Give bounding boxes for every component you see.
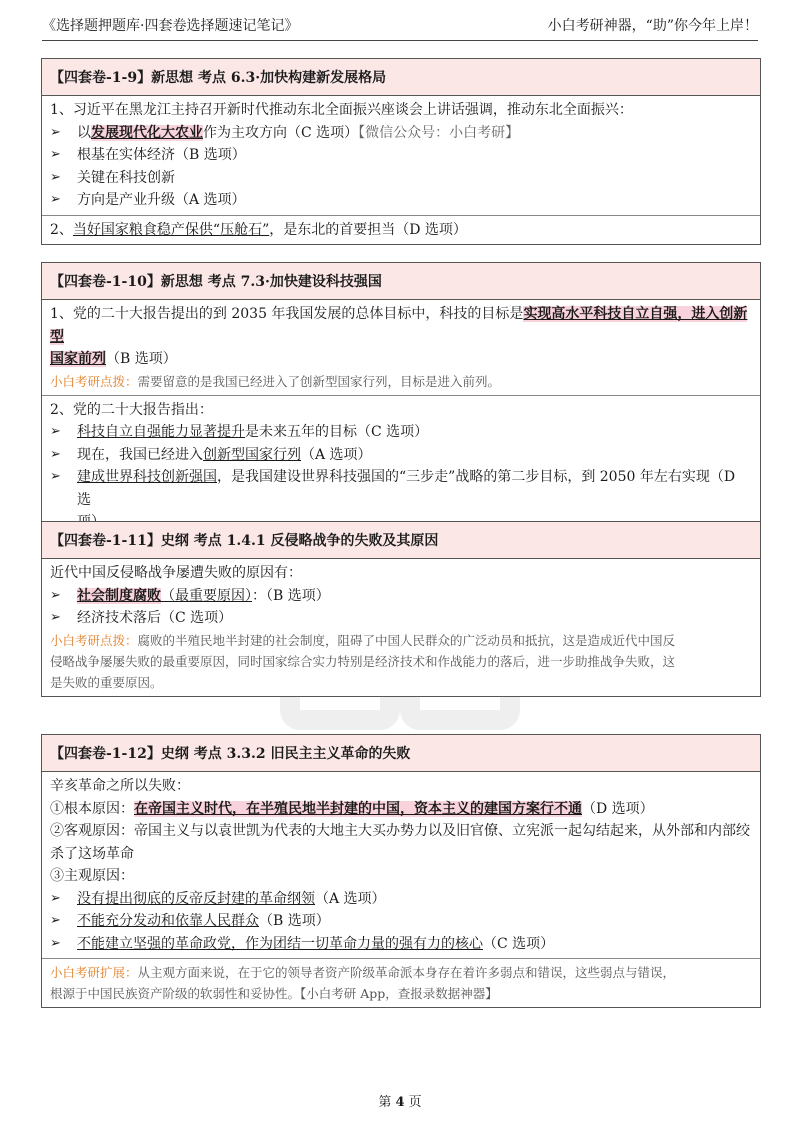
bullet-item bbox=[50, 122, 752, 145]
header-slogan: 小白考研神器，“助”你今年上岸！ bbox=[547, 18, 758, 34]
card-section-1 bbox=[42, 559, 760, 696]
note-card-1-11 bbox=[41, 521, 761, 697]
arrow-bullet-icon: ➢ bbox=[50, 610, 61, 625]
arrow-bullet-icon: ➢ bbox=[50, 446, 61, 462]
underlined-text: （最重要原因） bbox=[161, 587, 252, 604]
bullet-text: 方向是产业升级（A 选项） bbox=[77, 192, 246, 208]
bullet-item bbox=[50, 189, 752, 212]
reason-text: ②客观原因：帝国主义与以袁世凯为代表的大地主大买办势力以及旧官僚、立宪派一起勾结起来，从外部和内部绞 bbox=[50, 823, 750, 839]
bullet-suffix: （C 选项） bbox=[483, 935, 555, 952]
intro-line: 2、党的二十大报告指出： bbox=[50, 401, 213, 418]
bullet-suffix: （B 选项） bbox=[259, 913, 330, 929]
paragraph-suffix: （B 选项） bbox=[106, 351, 177, 367]
highlight-text: 社会制度腐败 bbox=[77, 587, 161, 604]
page-label: 页 bbox=[404, 1095, 422, 1110]
arrow-bullet-icon: ➢ bbox=[50, 169, 61, 185]
header-doc-title: 《选择题押题库·四套卷选择题速记笔记》 bbox=[42, 18, 299, 34]
card-title: 【四套卷-1-10】新思想 考点 7.3·加快建设科技强国 bbox=[42, 263, 760, 300]
card-title: 【四套卷-1-12】史纲 考点 3.3.2 旧民主主义革命的失败 bbox=[42, 735, 760, 772]
bullet-item bbox=[50, 421, 752, 444]
card-section-2 bbox=[42, 959, 760, 1007]
extension-label: 小白考研扩展： bbox=[50, 965, 138, 980]
arrow-bullet-icon: ➢ bbox=[50, 469, 61, 484]
underlined-text: 不能建立坚强的革命政党，作为团结一切革命力量的强有力的核心 bbox=[77, 935, 483, 952]
note-card-1-9 bbox=[41, 58, 761, 245]
bullet-item bbox=[50, 144, 752, 167]
card-section-1 bbox=[42, 96, 760, 216]
card-title: 【四套卷-1-11】史纲 考点 1.4.1 反侵略战争的失败及其原因 bbox=[42, 522, 760, 559]
bullet-item bbox=[50, 933, 752, 956]
arrow-bullet-icon: ➢ bbox=[50, 124, 61, 140]
bullet-item bbox=[50, 910, 752, 933]
bullet-text: 经济技术落后（C 选项） bbox=[77, 610, 233, 626]
arrow-bullet-icon: ➢ bbox=[50, 192, 61, 207]
bullet-item bbox=[50, 888, 752, 911]
tip-label: 小白考研点拨： bbox=[50, 632, 138, 648]
underlined-text: 没有提出彻底的反帝反封建的革命纲领 bbox=[77, 890, 315, 907]
tip-text: 侵略战争屡屡失败的最重要原因，同时国家综合实力特别是经济技术和作战能力的落后，进一步助推战争失败，这 bbox=[50, 653, 676, 669]
card-section-1 bbox=[42, 300, 760, 396]
highlight-text: 实现高水平科技自立自强，进入创新型 bbox=[50, 306, 748, 345]
extension-text: 从主观方面来说，在于它的领导者资产阶级革命派本身存在着许多弱点和错误，这些弱点与错误， bbox=[137, 965, 676, 980]
app-note: 【小白考研 App，查报录数据神器】 bbox=[300, 986, 498, 1001]
underlined-text: 不能充分发动和依靠人民群众 bbox=[77, 913, 259, 929]
underlined-text: 科技自立自强能力显著提升 bbox=[77, 424, 245, 440]
page-number: 4 bbox=[395, 1095, 405, 1110]
bullet-suffix: （A 选项） bbox=[315, 890, 386, 907]
card-section-1 bbox=[42, 772, 760, 959]
line-suffix: ，是东北的首要担当（D 选项） bbox=[269, 221, 467, 238]
bullet-prefix: 现在，我国已经进入 bbox=[77, 446, 203, 463]
bullet-suffix: 是未来五年的目标（C 选项） bbox=[245, 424, 429, 440]
bullet-suffix: ，是我国建设世界科技强国的“三步走”战略的第二步目标，到 2050 年左右实现（D 选 bbox=[77, 469, 736, 508]
underlined-text: 建成世界科技创新强国 bbox=[77, 469, 217, 485]
underlined-text: 创新型国家行列 bbox=[203, 446, 301, 463]
arrow-bullet-icon: ➢ bbox=[50, 913, 61, 928]
arrow-bullet-icon: ➢ bbox=[50, 935, 61, 951]
highlight-text: 在帝国主义时代，在半殖民地半封建的中国，资本主义的建国方案行不通 bbox=[134, 800, 582, 817]
reason-suffix: （D 选项） bbox=[582, 800, 654, 817]
wechat-note: 【微信公众号：小白考研】 bbox=[358, 124, 520, 141]
page-footer bbox=[0, 1091, 800, 1110]
bullet-item bbox=[50, 585, 752, 608]
bullet-item bbox=[50, 444, 752, 467]
page-header bbox=[42, 12, 758, 41]
page-label: 第 bbox=[378, 1095, 396, 1110]
intro-line: 辛亥革命之所以失败： bbox=[50, 778, 190, 794]
reason-label: ①根本原因： bbox=[50, 800, 134, 817]
extension-text: 根源于中国民族资产阶级的软弱性和妥协性。 bbox=[50, 986, 301, 1001]
card-section-2 bbox=[42, 396, 760, 537]
tip-text: 腐败的半殖民地半封建的社会制度，阻碍了中国人民群众的广泛动员和抵抗，这是造成近代中国反 bbox=[137, 632, 676, 648]
highlight-text: 发展现代化大农业 bbox=[91, 124, 203, 141]
tip-text: 需要留意的是我国已经进入了创新型国家行列，目标是进入前列。 bbox=[137, 373, 501, 389]
note-card-1-12 bbox=[41, 734, 761, 1008]
bullet-text: 根基在实体经济（B 选项） bbox=[77, 147, 246, 163]
bullet-suffix: 作为主攻方向（C 选项） bbox=[203, 124, 359, 141]
highlight-text: 国家前列 bbox=[50, 351, 106, 367]
paragraph-prefix: 1、党的二十大报告提出的到 2035 年我国发展的总体目标中，科技的目标是 bbox=[50, 306, 524, 322]
arrow-bullet-icon: ➢ bbox=[50, 587, 61, 603]
bullet-text: 关键在科技创新 bbox=[77, 169, 175, 186]
tip-label: 小白考研点拨： bbox=[50, 373, 138, 389]
card-section-2 bbox=[42, 216, 760, 245]
arrow-bullet-icon: ➢ bbox=[50, 890, 61, 906]
reason-label: ③主观原因： bbox=[50, 868, 134, 884]
bullet-suffix: ：（B 选项） bbox=[252, 587, 330, 604]
tip-text: 是失败的重要原因。 bbox=[50, 674, 163, 690]
intro-line: 近代中国反侵略战争屡遭失败的原因有： bbox=[50, 565, 302, 581]
reason-text: 杀了这场革命 bbox=[50, 845, 134, 862]
bullet-item bbox=[50, 466, 752, 511]
item-number: 2、 bbox=[50, 221, 73, 238]
intro-line: 1、习近平在黑龙江主持召开新时代推动东北全面振兴座谈会上讲话强调，推动东北全面振兴： bbox=[50, 102, 633, 118]
bullet-prefix: 以 bbox=[77, 124, 91, 141]
bullet-item bbox=[50, 607, 752, 630]
bullet-item bbox=[50, 167, 752, 190]
underlined-text: 当好国家粮食稳产保供“压舱石” bbox=[72, 221, 270, 238]
note-card-1-10 bbox=[41, 262, 761, 538]
card-title: 【四套卷-1-9】新思想 考点 6.3·加快构建新发展格局 bbox=[42, 59, 760, 96]
bullet-suffix: （A 选项） bbox=[301, 446, 372, 463]
arrow-bullet-icon: ➢ bbox=[50, 147, 61, 162]
arrow-bullet-icon: ➢ bbox=[50, 424, 61, 439]
